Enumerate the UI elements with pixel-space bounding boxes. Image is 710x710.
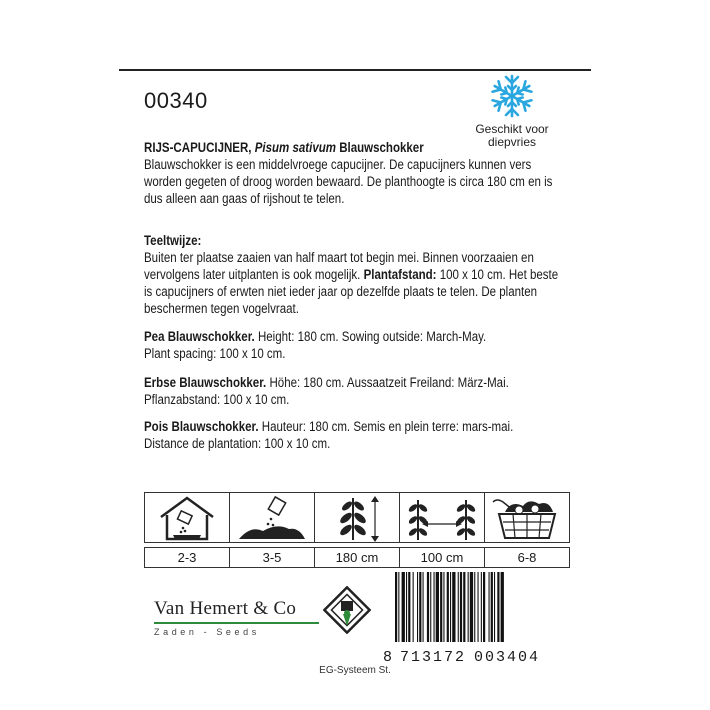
product-title: RIJS-CAPUCIJNER, Pisum sativum Blauwschokker [144, 140, 424, 155]
barcode-bar [398, 572, 399, 642]
barcode-bar [447, 572, 449, 642]
barcode-bar [463, 572, 465, 642]
barcode-bar [452, 572, 455, 642]
icon-value: 3-5 [229, 547, 315, 568]
barcode-bar [419, 572, 421, 642]
plant-height-icon [327, 494, 387, 542]
barcode-bar [436, 572, 439, 642]
barcode-bar [408, 572, 410, 642]
barcode-bar [443, 572, 444, 642]
barcode-bar [460, 572, 462, 642]
greenhouse-sowing-icon [157, 495, 217, 541]
icon-height [314, 492, 400, 568]
barcode-bar [458, 572, 459, 642]
barcode-bar [395, 572, 397, 642]
cultivation-line: beschermen tegen vogelvraat. [144, 301, 299, 316]
product-code: 00340 [144, 88, 208, 113]
barcode-bar [417, 572, 418, 642]
barcode-bar [489, 572, 490, 642]
brand-underline [154, 622, 319, 624]
english-block: Pea Blauwschokker. Height: 180 cm. Sowing outside: March-May. Plant spacing: 100 x 10 cm. [144, 329, 487, 361]
barcode-bar [427, 572, 429, 642]
diamond-emblem-icon [323, 586, 371, 634]
brand-logo [154, 598, 319, 637]
description-line: dus alleen aan gaas of rijshout te telen. [144, 191, 345, 206]
barcode-bar [474, 572, 475, 642]
cultivation-block [144, 232, 559, 317]
cultivation-line: is capucijners of erwten niet ieder jaar op dezelfde plaats te telen. De planten [144, 284, 538, 299]
icon-value: 2-3 [144, 547, 230, 568]
cultivation-heading: Teeltwijze: [144, 233, 202, 248]
barcode-digits: 8 713172 003404 [383, 649, 541, 666]
freezer-label-2: diepvries [487, 135, 537, 149]
barcode-bar [434, 572, 435, 642]
barcode-bar [440, 572, 442, 642]
footer-note: EG-Systeem St. [319, 665, 391, 676]
icon-greenhouse [144, 492, 230, 568]
top-rule [119, 69, 591, 71]
barcode-bar [402, 572, 405, 642]
outdoor-sowing-icon [237, 495, 307, 541]
icon-spacing [399, 492, 485, 568]
barcode-bar [406, 572, 407, 642]
barcode-bar [491, 572, 493, 642]
freezer-label-1: Geschikt voor [475, 122, 549, 136]
barcode-bar [413, 572, 414, 642]
icon-harvest [484, 492, 570, 568]
icon-value: 100 cm [399, 547, 485, 568]
icon-value: 6-8 [484, 547, 570, 568]
description-line: worden gegeten of droog worden bewaard. De planthoogte is circa 180 cm en is [144, 174, 553, 189]
barcode-bar [494, 572, 495, 642]
description-line: Blauwschokker is een middelvroege capucijner. De capucijners kunnen vers [144, 157, 532, 172]
french-block: Pois Blauwschokker. Hauteur: 180 cm. Semis en plein terre: mars-mai. Distance de plantation: 100 x 10 cm. [144, 419, 514, 451]
barcode-bar [423, 572, 424, 642]
brand-subtitle: Zaden - Seeds [154, 626, 260, 637]
barcode-bar [450, 572, 451, 642]
snowflake-icon [490, 74, 534, 118]
plant-spacing-icon [406, 494, 478, 542]
cultivation-line: Buiten ter plaatse zaaien van half maart tot begin mei. Binnen voorzaaien en [144, 250, 534, 265]
barcode-bar [501, 572, 504, 642]
barcode-bar [430, 572, 431, 642]
barcode [383, 572, 553, 666]
icon-value: 180 cm [314, 547, 400, 568]
barcode-bar [470, 572, 473, 642]
barcode-bar [483, 572, 485, 642]
barcode-bar [478, 572, 479, 642]
german-block: Erbse Blauwschokker. Höhe: 180 cm. Aussaatzeit Freiland: März-Mai. Pflanzabstand: 100 x 10 cm. [144, 375, 509, 407]
icon-outdoor [229, 492, 315, 568]
brand-name: Van Hemert & Co [154, 598, 297, 619]
brand-emblem [323, 586, 371, 639]
barcode-bars [393, 572, 553, 642]
freezer-badge [462, 74, 562, 149]
cultivation-icons [144, 492, 569, 568]
barcode-bar [497, 572, 499, 642]
cultivation-line: vervolgens later uitplanten is ook mogelijk. Plantafstand: 100 x 10 cm. Het beste [144, 267, 559, 282]
harvest-basket-icon [489, 494, 565, 542]
barcode-bar [481, 572, 482, 642]
barcode-bar [468, 572, 469, 642]
